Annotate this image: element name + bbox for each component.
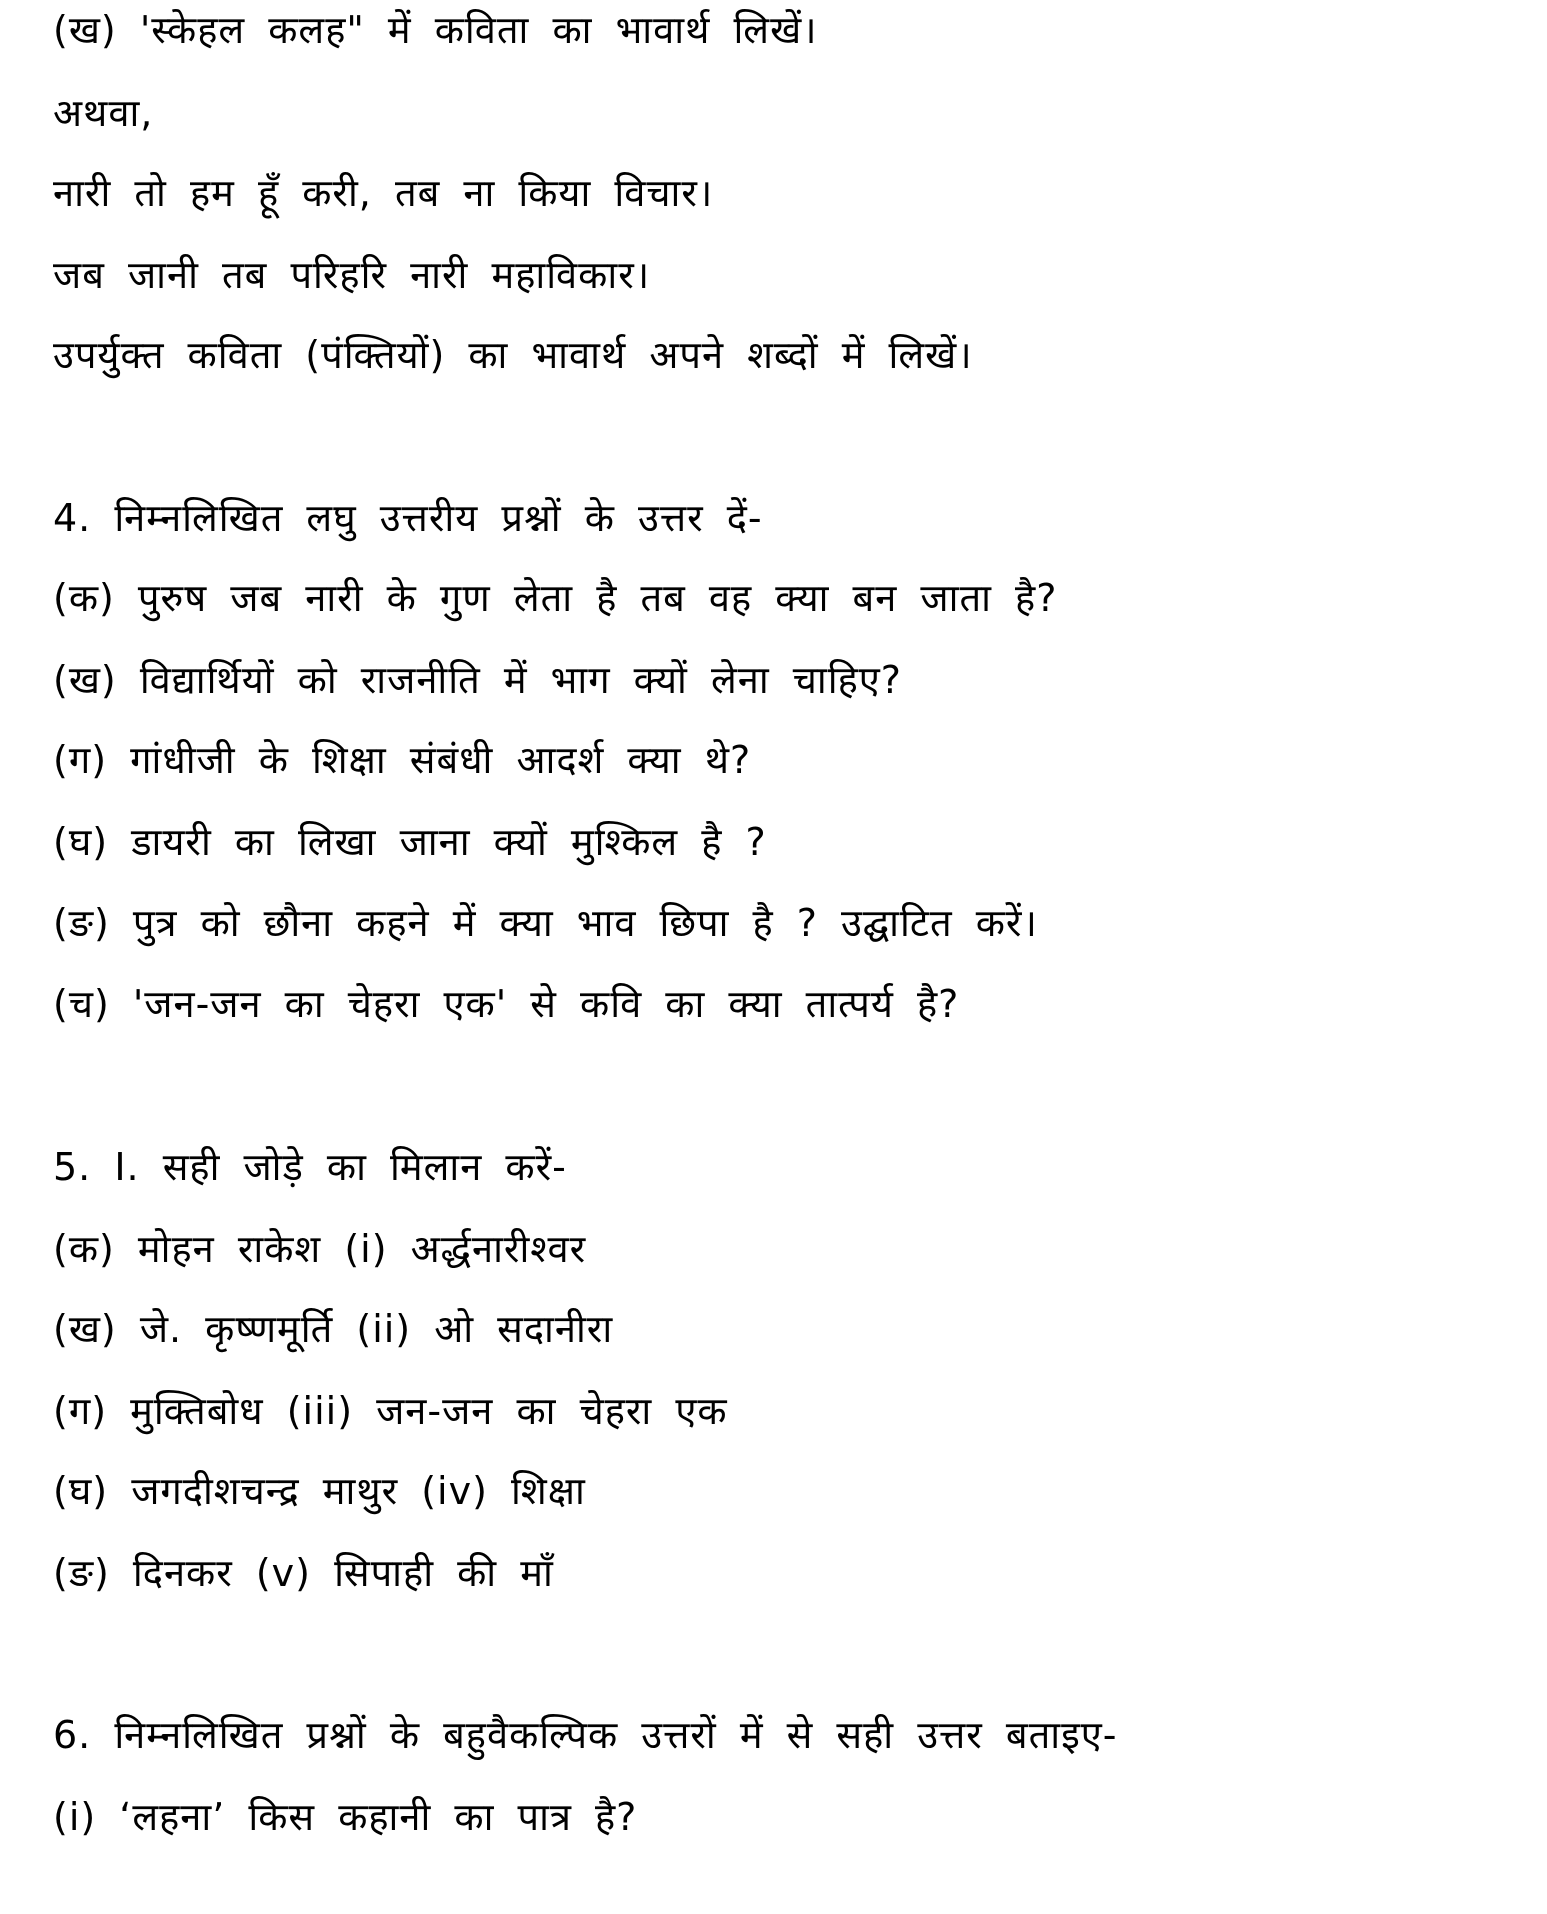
q3-instruction: उपर्युक्त कविता (पंक्तियों) का भावार्थ अपने शब्दों में लिखें।	[53, 333, 973, 377]
q5-item-gha: (घ) जगदीशचन्द्र माथुर (iv) शिक्षा	[53, 1469, 586, 1513]
q4-item-nga: (ङ) पुत्र को छौना कहने में क्या भाव छिपा है ? उद्घाटित करें।	[53, 901, 1038, 945]
q5-item-ga: (ग) मुक्तिबोध (iii) जन-जन का चेहरा एक	[53, 1389, 728, 1433]
q5-item-kha: (ख) जे. कृष्णमूर्ति (ii) ओ सदानीरा	[53, 1307, 614, 1351]
q4-item-cha: (च) 'जन-जन का चेहरा एक' से कवि का क्या तात्पर्य है?	[53, 982, 960, 1026]
q5-heading: 5. I. सही जोड़े का मिलान करें-	[53, 1145, 567, 1189]
q4-item-kha: (ख) विद्यार्थियों को राजनीति में भाग क्यों लेना चाहिए?	[53, 658, 902, 702]
q5-item-ka: (क) मोहन राकेश (i) अर्द्धनारीश्वर	[53, 1227, 587, 1271]
q4-heading: 4. निम्नलिखित लघु उत्तरीय प्रश्नों के उत्तर दें-	[53, 496, 763, 540]
q3-verse-line-2: जब जानी तब परिहरि नारी महाविकार।	[53, 253, 651, 297]
q6-item-i: (i) ‘लहना’ किस कहानी का पात्र है?	[53, 1795, 638, 1839]
q4-item-ga: (ग) गांधीजी के शिक्षा संबंधी आदर्श क्या थे?	[53, 738, 752, 782]
q3-verse-line-1: नारी तो हम हूँ करी, तब ना किया विचार।	[53, 171, 714, 215]
q6-heading: 6. निम्नलिखित प्रश्नों के बहुवैकल्पिक उत्तरों में से सही उत्तर बताइए-	[53, 1713, 1118, 1757]
q3-or-label: अथवा,	[53, 91, 154, 135]
q4-item-gha: (घ) डायरी का लिखा जाना क्यों मुश्किल है ?	[53, 820, 767, 864]
q3-part-kha: (ख) 'स्केहल कलह" में कविता का भावार्थ लिखें।	[53, 8, 818, 52]
q4-item-ka: (क) पुरुष जब नारी के गुण लेता है तब वह क्या बन जाता है?	[53, 576, 1058, 620]
q5-item-nga: (ङ) दिनकर (v) सिपाही की माँ	[53, 1551, 554, 1595]
